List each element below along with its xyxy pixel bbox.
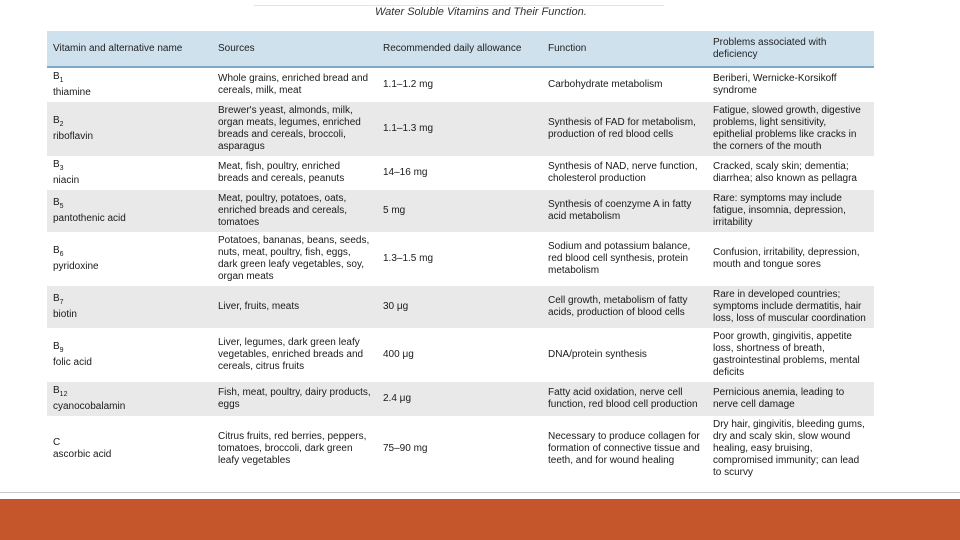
vitamin-symbol — [53, 71, 206, 87]
vitamin-name: riboflavin — [53, 131, 94, 142]
rda-cell: 5 mg — [377, 190, 542, 232]
sources-cell: Fish, meat, poultry, dairy products, eggs — [212, 382, 377, 416]
vitamin-symbol — [53, 437, 206, 449]
vitamin-cell — [47, 67, 212, 102]
function-cell: Synthesis of coenzyme A in fatty acid metabolism — [542, 190, 707, 232]
problems-cell: Rare in developed countries; symptoms include dermatitis, hair loss, loss of muscular coordination — [707, 286, 874, 328]
column-header-sources: Sources — [212, 31, 377, 67]
vitamin-symbol — [53, 245, 206, 261]
vitamin-subscript: 5 — [59, 203, 64, 210]
function-cell: Carbohydrate metabolism — [548, 79, 663, 90]
vitamin-subscript: 9 — [59, 347, 64, 354]
function-cell: Necessary to produce collagen for formation of connective tissue and teeth, and for wound healing — [548, 431, 700, 466]
problems-cell: Poor growth, gingivitis, appetite loss, shortness of breath, gastrointestinal problems, mental deficits — [713, 331, 860, 378]
vitamin-symbol — [53, 197, 206, 213]
vitamin-cell — [47, 382, 212, 416]
vitamin-subscript: 7 — [59, 299, 64, 306]
vitamin-cell — [47, 190, 212, 232]
vitamin-symbol — [53, 293, 206, 309]
problems-cell: Dry hair, gingivitis, bleeding gums, dry and scaly skin, slow wound healing, easy bruising, compromised immunity; can lead to scurvy — [713, 419, 865, 478]
vitamin-cell — [47, 416, 212, 482]
function-cell: Synthesis of NAD, nerve function, cholesterol production — [548, 161, 698, 184]
vitamin-subscript: 12 — [59, 391, 68, 398]
vitamin-symbol — [53, 115, 206, 131]
sources-cell: Meat, fish, poultry, enriched breads and cereals, peanuts — [218, 161, 345, 184]
column-header-problems: Problems associated with deficiency — [707, 31, 874, 67]
vitamins-table — [47, 31, 874, 482]
function-cell: Sodium and potassium balance, red blood cell synthesis, protein metabolism — [548, 241, 691, 276]
rda-cell: 1.1–1.2 mg — [383, 79, 434, 90]
vitamin-symbol — [53, 341, 206, 357]
vitamin-letter: B — [53, 159, 60, 170]
problems-cell: Confusion, irritability, depression, mouth and tongue sores — [713, 247, 860, 270]
problems-cell: Fatigue, slowed growth, digestive problems, light sensitivity, epithelial problems like cracks in the corners of the mouth — [707, 102, 874, 156]
vitamin-subscript: 6 — [59, 251, 64, 258]
table-header-row — [47, 31, 874, 67]
vitamin-cell — [47, 328, 212, 382]
vitamin-cell — [47, 286, 212, 328]
footer-divider — [0, 492, 960, 493]
sources-cell: Meat, poultry, potatoes, oats, enriched breads and cereals, tomatoes — [212, 190, 377, 232]
function-cell: Cell growth, metabolism of fatty acids, production of blood cells — [542, 286, 707, 328]
vitamin-letter: B — [53, 71, 60, 82]
table-row — [47, 328, 874, 382]
vitamin-name: pyridoxine — [53, 261, 99, 272]
sources-cell: Whole grains, enriched bread and cereals, milk, meat — [218, 73, 369, 96]
table-row — [47, 232, 874, 286]
problems-cell: Cracked, scaly skin; dementia; diarrhea; also known as pellagra — [713, 161, 857, 184]
problems-cell: Pernicious anemia, leading to nerve cell damage — [707, 382, 874, 416]
page-title: Water Soluble Vitamins and Their Function. — [375, 6, 587, 18]
column-header-function: Function — [542, 31, 707, 67]
function-cell: Fatty acid oxidation, nerve cell function, red blood cell production — [542, 382, 707, 416]
column-header-vitamin: Vitamin and alternative name — [47, 31, 212, 67]
table-row — [47, 67, 874, 102]
vitamin-letter: C — [53, 437, 61, 448]
rda-cell: 14–16 mg — [383, 167, 428, 178]
vitamin-symbol — [53, 385, 206, 401]
sources-cell: Potatoes, bananas, beans, seeds, nuts, meat, poultry, fish, eggs, dark green leafy vegetables, soy, organ meats — [218, 235, 370, 282]
sources-cell: Liver, legumes, dark green leafy vegetables, enriched breads and cereals, citrus fruits — [218, 337, 364, 372]
vitamin-cell — [47, 232, 212, 286]
vitamin-letter: B — [53, 245, 60, 256]
rda-cell: 30 μg — [377, 286, 542, 328]
rda-cell: 1.3–1.5 mg — [383, 253, 434, 264]
table-row — [47, 102, 874, 156]
table-row — [47, 416, 874, 482]
vitamin-name: cyanocobalamin — [53, 401, 126, 412]
table-row — [47, 156, 874, 190]
vitamin-symbol — [53, 159, 206, 175]
rda-cell: 400 μg — [383, 349, 414, 360]
vitamin-letter: B — [53, 115, 60, 126]
rda-cell: 2.4 μg — [377, 382, 542, 416]
vitamin-name: thiamine — [53, 87, 91, 98]
vitamin-name: pantothenic acid — [53, 213, 126, 224]
table-row — [47, 190, 874, 232]
sources-cell: Citrus fruits, red berries, peppers, tomatoes, broccoli, dark green leafy vegetables — [218, 431, 367, 466]
vitamin-name: biotin — [53, 309, 77, 320]
table-row — [47, 382, 874, 416]
problems-cell: Rare: symptoms may include fatigue, insomnia, depression, irritability — [707, 190, 874, 232]
vitamin-name: ascorbic acid — [53, 449, 112, 460]
vitamin-letter: B — [53, 197, 60, 208]
vitamin-cell — [47, 156, 212, 190]
problems-cell: Beriberi, Wernicke-Korsikoff syndrome — [713, 73, 837, 96]
vitamin-name: niacin — [53, 175, 80, 186]
rda-cell: 1.1–1.3 mg — [377, 102, 542, 156]
vitamin-cell — [47, 102, 212, 156]
column-header-rda: Recommended daily allowance — [377, 31, 542, 67]
vitamin-subscript: 2 — [59, 121, 64, 128]
footer-band — [0, 499, 960, 540]
vitamin-letter: B — [53, 385, 60, 396]
function-cell: DNA/protein synthesis — [548, 349, 647, 360]
sources-cell: Liver, fruits, meats — [212, 286, 377, 328]
function-cell: Synthesis of FAD for metabolism, production of red blood cells — [542, 102, 707, 156]
table-row — [47, 286, 874, 328]
vitamin-subscript: 3 — [59, 165, 64, 172]
sources-cell: Brewer's yeast, almonds, milk, organ meats, legumes, enriched breads and cereals, broccoli, asparagus — [212, 102, 377, 156]
vitamin-subscript: 1 — [59, 77, 64, 84]
rda-cell: 75–90 mg — [383, 443, 428, 454]
vitamin-letter: B — [53, 293, 60, 304]
vitamin-letter: B — [53, 341, 60, 352]
vitamin-name: folic acid — [53, 357, 92, 368]
